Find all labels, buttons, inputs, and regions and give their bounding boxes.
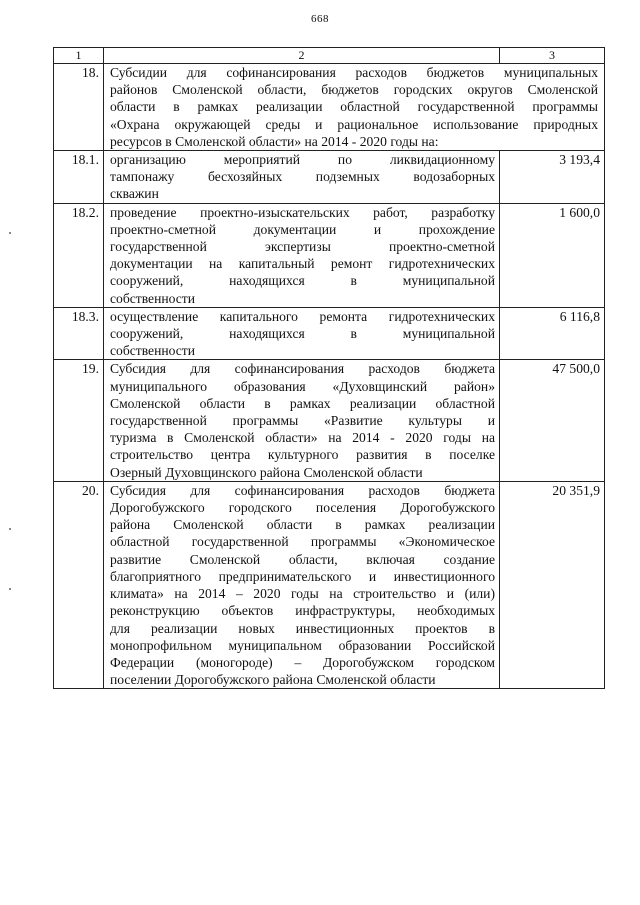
table-row [54,481,605,688]
row-number: 18. [54,64,104,151]
table-row [54,151,605,204]
description-line: государственной экспертизы проектно-сметной [110,239,495,255]
description-line: тампонажу бесхозяйных подземных водозаборных [110,169,495,185]
description-line: организацию мероприятий по ликвидационному [110,152,495,168]
description-line: документации на капитальный ремонт гидротехнических [110,256,495,272]
table-row [54,203,605,307]
description-line: проведение проектно-изыскательских работ, разработку [110,204,495,220]
row-description [104,64,605,151]
description-line: муниципального образования «Духовщинский район» [110,378,495,394]
description-line: областной государственной программы «Экономическое [110,534,495,550]
description-line: ресурсов в Смоленской области» на 2014 - 2020 годы на: [110,133,439,149]
row-number: 18.2. [54,203,104,307]
header-col-3: 3 [500,48,605,64]
description-line: собственности [110,343,196,359]
row-number: 20. [54,481,104,688]
row-amount: 6 116,8 [500,307,605,360]
description-line: туризма в Смоленской области» на 2014 - 2020 годы на [110,430,495,446]
header-col-1: 1 [54,48,104,64]
description-line: Федерации (моногороде) – Дорогобужском городском [110,654,495,670]
description-line: Озерный Духовщинского района Смоленской области [110,464,423,480]
description-line: для реализации новых инвестиционных проектов в [110,620,495,636]
description-line: сооружений, находящихся в муниципальной [110,326,495,342]
description-line: строительство центра культурного развития в поселке [110,447,495,463]
margin-mark [9,588,11,590]
row-amount: 20 351,9 [500,481,605,688]
description-line: районов Смоленской области, бюджетов городских округов Смоленской [110,82,598,98]
row-amount: 3 193,4 [500,151,605,204]
description-line: Смоленской области в рамках реализации областной [110,395,495,411]
description-line: государственной программы «Развитие культуры и [110,413,495,429]
table-row [54,64,605,151]
description-line: развитие Смоленской области, включая создание [110,551,495,567]
row-number: 19. [54,360,104,481]
description-line: сооружений, находящихся в муниципальной [110,273,495,289]
row-description [104,360,500,481]
row-description [104,151,500,204]
description-line: Субсидии для софинансирования расходов бюджетов муниципальных [110,65,598,80]
description-line: района Смоленской области в рамках реализации [110,517,495,533]
row-amount: 47 500,0 [500,360,605,481]
row-description [104,481,500,688]
row-amount: 1 600,0 [500,203,605,307]
description-line: Субсидия для софинансирования расходов бюджета [110,482,495,498]
description-line: собственности [110,290,196,306]
budget-table [53,47,605,689]
description-line: поселении Дорогобужского района Смоленской области [110,672,436,688]
description-line: области в рамках реализации областной государственной программы [110,99,598,115]
description-line: Дорогобужского городского поселения Дорогобужского [110,500,495,516]
description-line: климата» на 2014 – 2020 годы на строительство и (или) [110,586,495,602]
description-line: монопрофильном муниципальном образовании Российской [110,637,495,653]
row-number: 18.1. [54,151,104,204]
header-col-2: 2 [104,48,500,64]
margin-mark [9,232,11,234]
description-line: реконструкцию объектов инфраструктуры, необходимых [110,603,495,619]
description-line: проектно-сметной документации и прохождение [110,221,495,237]
description-line: Субсидия для софинансирования расходов бюджета [110,361,495,377]
row-description [104,203,500,307]
margin-mark [9,528,11,530]
table-header-row [54,48,605,64]
description-line: «Охрана окружающей среды и рациональное использование природных [110,116,598,132]
table-row [54,307,605,360]
description-line: благоприятного предпринимательского и инвестиционного [110,568,495,584]
row-description [104,307,500,360]
description-line: осуществление капитального ремонта гидротехнических [110,308,495,324]
page-number: 668 [311,13,329,25]
table-row [54,360,605,481]
description-line: скважин [110,186,159,202]
row-number: 18.3. [54,307,104,360]
